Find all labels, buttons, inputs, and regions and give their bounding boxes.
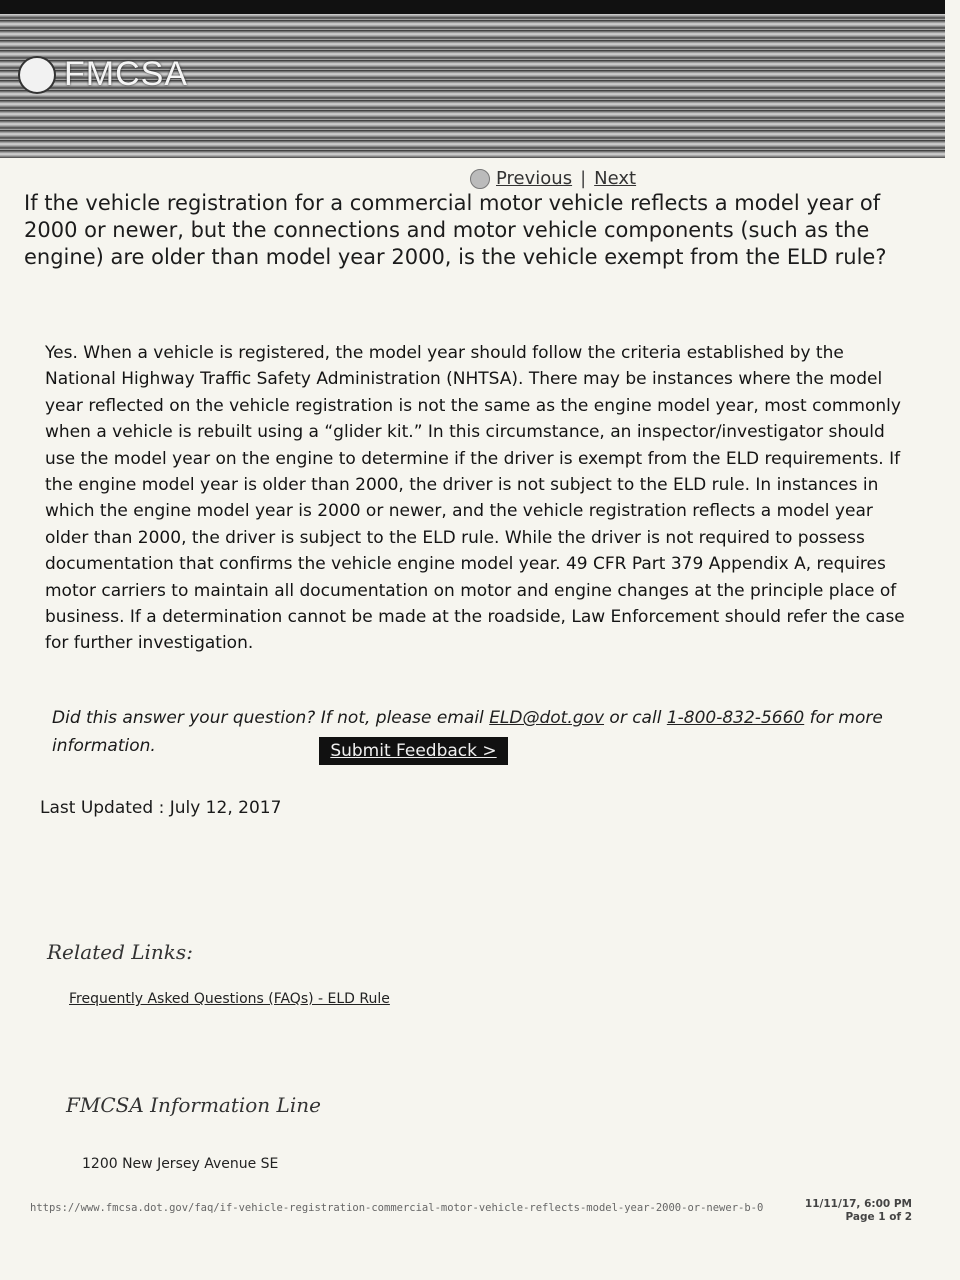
print-datetime: 11/11/17, 6:00 PM [804, 1198, 912, 1210]
feedback-text-middle: or call [604, 708, 667, 728]
email-link[interactable]: ELD@dot.gov [489, 708, 605, 728]
feedback-text-after: for more information. [52, 708, 883, 756]
info-line-address: 1200 New Jersey Avenue SE [82, 1156, 279, 1172]
print-page-number: Page 1 of 2 [845, 1211, 912, 1223]
nav-separator: | [580, 168, 587, 189]
feedback-text-before: Did this answer your question? If not, please email [52, 708, 490, 728]
previous-link[interactable]: Previous [496, 168, 573, 189]
submit-feedback-button[interactable]: Submit Feedback > [319, 737, 508, 765]
faq-eld-rule-link[interactable]: Frequently Asked Questions (FAQs) - ELD Rule [69, 991, 390, 1007]
previous-arrow-icon[interactable] [470, 169, 490, 189]
banner-top-bar [0, 0, 945, 14]
print-footer-meta [805, 1198, 912, 1224]
faq-question: If the vehicle registration for a commercial motor vehicle reflects a model year of 2000 or newer, but the connections and motor vehicle components (such as the engine) are older than model year 2000, is the vehicle exempt from the ELD rule? [24, 191, 887, 269]
phone-link[interactable]: 1-800-832-5660 [666, 708, 805, 728]
pagination-nav [470, 168, 636, 189]
last-updated: Last Updated : July 12, 2017 [40, 798, 282, 818]
logo-text: FMCSA [64, 55, 188, 93]
next-link[interactable]: Next [594, 168, 637, 189]
header-banner [0, 0, 945, 158]
print-footer-url: https://www.fmcsa.dot.gov/faq/if-vehicle-registration-commercial-motor-vehicle-reflects-model-year-2000-or-newer-b-0 [30, 1202, 764, 1214]
related-links-heading: Related Links: [47, 940, 193, 964]
info-line-heading: FMCSA Information Line [66, 1093, 321, 1117]
faq-answer: Yes. When a vehicle is registered, the model year should follow the criteria established by the National Highway Traffic Safety Administration (NHTSA). There may be instances where the model year reflected on the vehicle registration is not the same as the engine model year, most commonly when a vehicle is rebuilt using a “glider kit.” In this circumstance, an inspector/investigator should use the model year on the engine to determine if the driver is exempt from the ELD requirements. If the engine model year is older than 2000, the driver is not subject to the ELD rule. In instances in which the engine model year is 2000 or newer, and the vehicle registration reflects a model year older than 2000, the driver is subject to the ELD rule. While the driver is not required to possess documentation that confirms the vehicle engine model year. 49 CFR Part 379 Appendix A, requires motor carriers to maintain all documentation on motor and engine changes at the principle place of business. If a determination cannot be made at the roadside, Law Enforcement should refer the case for further investigation. [45, 343, 905, 654]
globe-icon [18, 56, 56, 94]
fmcsa-logo[interactable] [18, 55, 188, 94]
